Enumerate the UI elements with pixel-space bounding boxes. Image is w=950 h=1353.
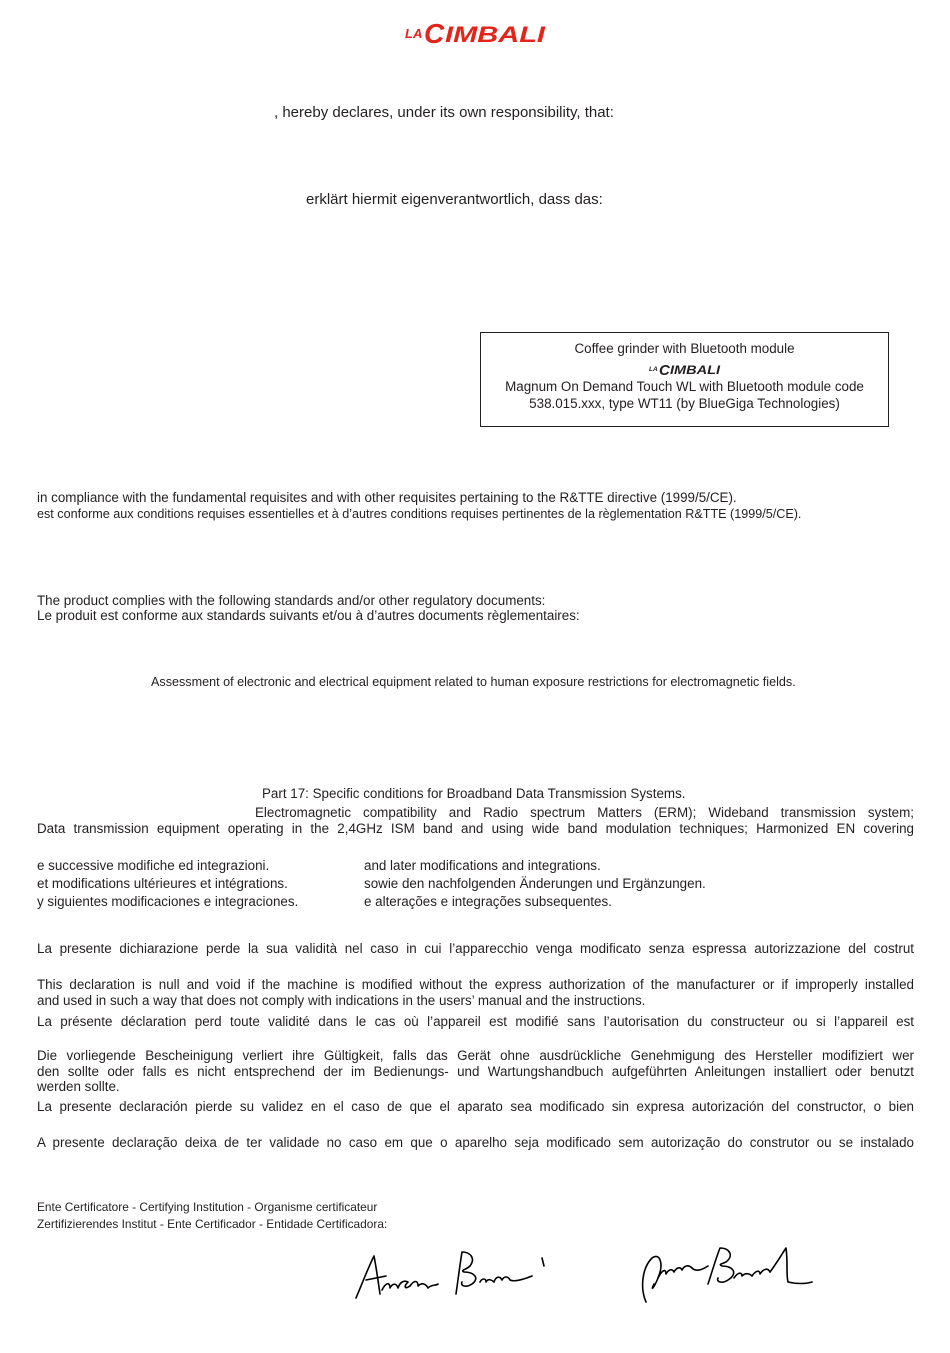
validity-en-line2: and used in such a way that does not comply with indications in the users’ manual and the instructions.	[37, 992, 646, 1008]
signature-left-icon	[352, 1246, 552, 1304]
svg-text:LA: LA	[405, 26, 423, 41]
signature-right-icon	[643, 1248, 812, 1302]
product-description: Coffee grinder with Bluetooth module	[574, 341, 795, 356]
standard-erm-line1: Electromagnetic compatibility and Radio spectrum Matters (ERM); Wideband transmission system;	[255, 805, 914, 820]
validity-de-line3: werden sollte.	[37, 1079, 120, 1094]
validity-pt: A presente declaração deixa de ter validade no caso em que o aparelho seja modificado sem autorização do construtor ou se instalado	[37, 1135, 914, 1150]
modifications-fr: et modifications ultérieures et intégrations.	[37, 876, 288, 891]
product-box	[480, 332, 889, 427]
modifications-es: y siguientes modificaciones e integraciones.	[37, 894, 299, 909]
modifications-en: and later modifications and integrations.	[364, 858, 601, 873]
svg-text:IMBALI: IMBALI	[669, 365, 721, 377]
standard-part17: Part 17: Specific conditions for Broadband Data Transmission Systems.	[262, 786, 686, 801]
validity-de	[37, 1048, 914, 1095]
compliance-fr: est conforme aux conditions requises essentielles et à d’autres conditions requises pertinentes de la règlementation R&TTE (1999/5/CE).	[37, 507, 802, 521]
modifications-it: e successive modifiche ed integrazioni.	[37, 858, 270, 873]
svg-text:IMBALI: IMBALI	[445, 22, 547, 47]
certifying-line2: Zertifizierendes Institut - Ente Certificador - Entidade Certificadora:	[37, 1217, 388, 1231]
modifications-de: sowie den nachfolgenden Änderungen und Ergänzungen.	[364, 876, 706, 891]
standards-en: The product complies with the following standards and/or other regulatory documents:	[37, 593, 546, 608]
product-code: 538.015.xxx, type WT11 (by BlueGiga Technologies)	[529, 396, 840, 411]
lacimbali-logo	[405, 14, 547, 48]
modifications-pt: e alterações e integrações subsequentes.	[364, 894, 612, 909]
svg-text:C: C	[424, 18, 445, 48]
validity-en	[37, 977, 914, 1008]
validity-it: La presente dichiarazione perde la sua validità nel caso in cui l’apparecchio venga modificato senza espressa autorizzazione del costrut	[37, 941, 914, 956]
declaration-intro-de: erklärt hiermit eigenverantwortlich, dass das:	[306, 191, 603, 208]
product-model: Magnum On Demand Touch WL with Bluetooth module code	[505, 379, 864, 394]
validity-de-line1: Die vorliegende Bescheinigung verliert ihre Gültigkeit, falls das Gerät ohne ausdrückliche Genehmigung des Hersteller modifiziert wer	[37, 1048, 914, 1063]
standards-fr: Le produit est conforme aux standards suivants et/ou à d’autres documents règlementaires:	[37, 608, 580, 623]
compliance-en: in compliance with the fundamental requisites and with other requisites pertaining to the R&TTE directive (1999/5/CE).	[37, 490, 737, 505]
standard-assessment: Assessment of electronic and electrical equipment related to human exposure restrictions for electromagnetic fields.	[151, 675, 796, 689]
validity-es: La presente declaración pierde su validez en el caso de que el aparato sea modificado sin expresa autorización del constructor, o bien	[37, 1099, 914, 1114]
validity-de-line2: den sollte oder falls es nicht entsprechend der im Bedienungs- und Wartungshandbuch aufgeführten Anleitungen installiert oder benutzt	[37, 1063, 914, 1079]
lacimbali-logo-small	[649, 359, 721, 378]
svg-text:LA: LA	[648, 366, 658, 373]
validity-en-line1: This declaration is null and void if the machine is modified without the express authorization of the manufacturer or if improperly installed	[37, 977, 914, 992]
standard-erm-line2: Data transmission equipment operating in the 2,4GHz ISM band and using wide band modulation techniques; Harmonized EN covering	[37, 821, 914, 836]
declaration-intro-en: , hereby declares, under its own responsibility, that:	[274, 104, 614, 121]
validity-fr: La présente déclaration perd toute validité dans le cas où l’appareil est modifié sans l’autorisation du constructeur ou si l’appareil est	[37, 1014, 914, 1029]
svg-text:C: C	[658, 362, 670, 378]
certifying-line1: Ente Certificatore - Certifying Institution - Organisme certificateur	[37, 1200, 378, 1214]
